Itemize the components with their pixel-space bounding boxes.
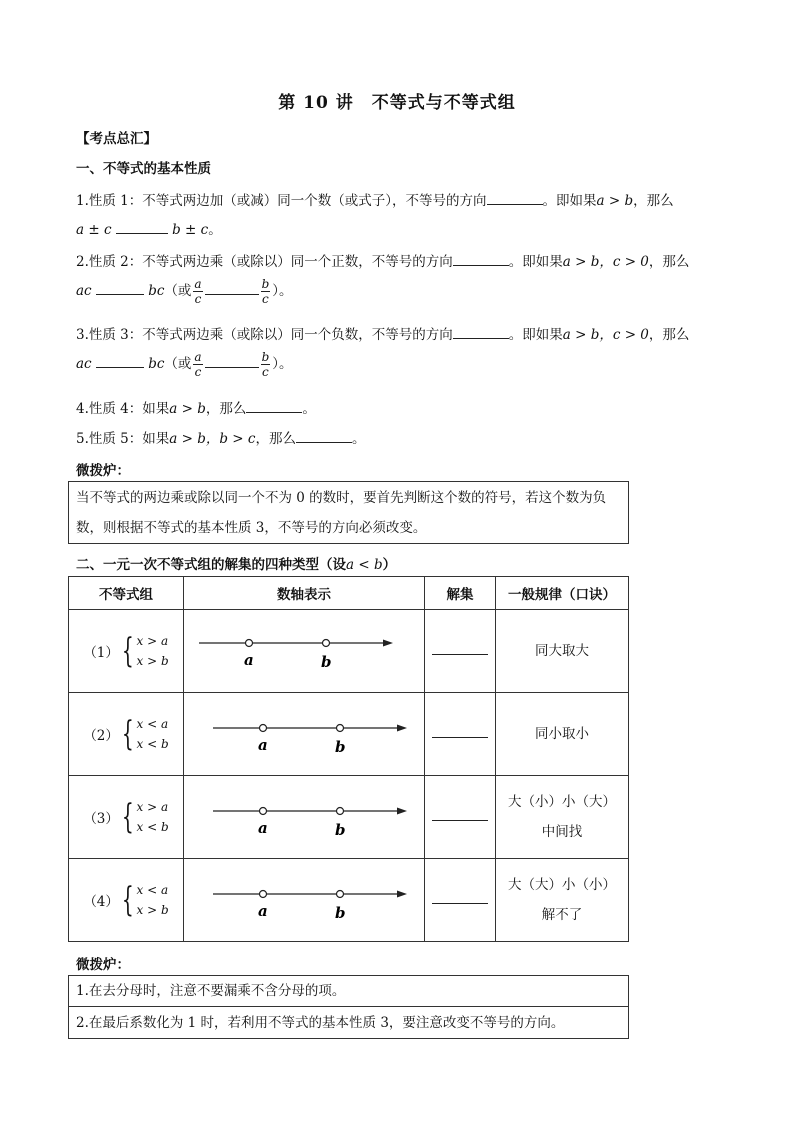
- solution-cell: [425, 776, 496, 859]
- inequality-line: x > b: [136, 654, 169, 668]
- number-line-cell: [184, 693, 425, 776]
- answer-blank[interactable]: [205, 282, 259, 295]
- math-expression: ac: [76, 356, 92, 372]
- property-text: 2.性质 2：不等式两边乘（或除以）同一个正数，不等号的方向: [76, 254, 453, 270]
- point-a: [260, 808, 267, 815]
- solution-types-table: [68, 576, 629, 942]
- note-item: 1.在去分母时，注意不要漏乘不含分母的项。: [76, 983, 346, 999]
- label-b: b: [321, 653, 332, 671]
- answer-blank[interactable]: [432, 654, 488, 655]
- rule-text: 大（小）小（大）: [508, 794, 616, 810]
- arrow-icon: [397, 725, 407, 732]
- inequality-line: x > b: [136, 903, 169, 917]
- section-header: 【考点总汇】: [76, 131, 157, 147]
- label-b: b: [335, 821, 346, 839]
- note-item: 2.在最后系数化为 1 时，若利用不等式的基本性质 3，要注意改变不等号的方向。: [76, 1015, 565, 1031]
- rule-cell: [496, 859, 629, 942]
- answer-blank[interactable]: [453, 326, 509, 339]
- inequality-line: x < a: [136, 883, 169, 897]
- table-row: [69, 859, 629, 942]
- answer-blank[interactable]: [487, 192, 543, 205]
- label-b: b: [335, 904, 346, 922]
- number-line-diagram: [189, 868, 419, 928]
- property-text: ，那么: [633, 193, 674, 209]
- arrow-icon: [397, 808, 407, 815]
- inequality-system-cell: [69, 859, 184, 942]
- answer-blank[interactable]: [432, 737, 488, 738]
- property-text: ）。: [272, 356, 293, 372]
- answer-blank[interactable]: [96, 282, 144, 295]
- property-text: 4.性质 4：如果: [76, 401, 170, 417]
- property-text: 1.性质 1：不等式两边加（或减）同一个数（或式子），不等号的方向: [76, 193, 487, 209]
- property-text: 。即如果: [508, 327, 563, 343]
- property-text: 。即如果: [542, 193, 597, 209]
- point-a: [260, 891, 267, 898]
- property-4: [76, 397, 316, 417]
- table-header: 数轴表示: [184, 577, 425, 610]
- property-3-line-1: [76, 323, 689, 343]
- label-a: a: [258, 902, 268, 920]
- math-condition: a > b，c > 0: [562, 254, 649, 270]
- number-line-diagram: [189, 785, 419, 845]
- fraction: $\frac{b}{c}$: [261, 277, 270, 306]
- arrow-icon: [397, 891, 407, 898]
- brace-icon: {: [121, 631, 134, 671]
- math-expression: ac: [76, 283, 92, 299]
- inequality-system-cell: [69, 693, 184, 776]
- inequality-line: x > a: [136, 800, 169, 814]
- part2-heading: [76, 553, 396, 573]
- math-condition: a < b: [346, 557, 383, 573]
- point-b: [323, 640, 330, 647]
- page-title: 第 10 讲 不等式与不等式组: [278, 93, 516, 113]
- number-line-cell: [184, 776, 425, 859]
- property-text: 。: [302, 401, 316, 417]
- answer-blank[interactable]: [96, 355, 144, 368]
- property-text: ，那么: [648, 327, 690, 343]
- answer-blank[interactable]: [296, 430, 352, 443]
- property-1-line-1: [76, 189, 674, 209]
- math-expression: bc: [148, 283, 165, 299]
- rule-cell: [496, 776, 629, 859]
- heading-text: ）: [382, 557, 397, 573]
- point-a: [260, 725, 267, 732]
- math-expression: bc: [148, 356, 165, 372]
- note-label-2: 微拨炉：: [76, 957, 130, 973]
- property-text: 5.性质 5：如果: [76, 431, 170, 447]
- property-1-line-2: [76, 218, 222, 238]
- math-condition: a > b: [596, 193, 634, 209]
- math-expression: b ± c: [172, 222, 209, 238]
- math-condition: a > b，c > 0: [562, 327, 649, 343]
- inequality-system-cell: [69, 610, 184, 693]
- property-text: 。: [351, 431, 366, 447]
- property-text: ，那么: [205, 401, 247, 417]
- rule-text: 解不了: [541, 907, 583, 923]
- property-text: ，那么: [648, 254, 690, 270]
- table-header: 解集: [425, 577, 496, 610]
- answer-blank[interactable]: [432, 820, 488, 821]
- property-text: 3.性质 3：不等式两边乘（或除以）同一个负数，不等号的方向: [76, 327, 453, 343]
- rule-text: 大（大）小（小）: [508, 877, 616, 893]
- rule-text: 同小取小: [535, 726, 589, 742]
- table-header-row: [69, 577, 629, 610]
- rule-text: 中间找: [541, 824, 583, 840]
- part1-heading: 一、不等式的基本性质: [76, 161, 211, 177]
- table-row: [69, 610, 629, 693]
- number-line-diagram: [189, 702, 419, 762]
- brace-icon: {: [121, 880, 134, 920]
- answer-blank[interactable]: [453, 253, 509, 266]
- property-2-line-2: [76, 277, 293, 306]
- note-text-line: 数，则根据不等式的基本性质 3，不等号的方向必须改变。: [76, 520, 427, 536]
- property-text: （或: [164, 356, 192, 372]
- label-a: a: [244, 651, 254, 669]
- number-line-cell: [184, 859, 425, 942]
- inequality-line: x < a: [136, 717, 169, 731]
- fraction: $\frac{a}{c}$: [194, 277, 202, 306]
- answer-blank[interactable]: [246, 400, 302, 413]
- property-5: [76, 427, 365, 447]
- rule-cell: [496, 610, 629, 693]
- label-a: a: [258, 736, 268, 754]
- table-row: [69, 776, 629, 859]
- number-line-diagram: [189, 619, 419, 679]
- brace-icon: {: [121, 714, 134, 754]
- fraction: $\frac{b}{c}$: [261, 350, 270, 379]
- property-text: 。: [208, 222, 222, 238]
- solution-cell: [425, 693, 496, 776]
- math-expression: a ± c: [76, 222, 112, 238]
- row-number: （4）: [83, 894, 119, 910]
- answer-blank[interactable]: [116, 221, 168, 234]
- property-text: （或: [164, 283, 192, 299]
- property-3-line-2: [76, 350, 293, 379]
- arrow-icon: [383, 640, 393, 647]
- number-line-cell: [184, 610, 425, 693]
- math-condition: a > b: [169, 401, 206, 417]
- label-b: b: [335, 738, 346, 756]
- row-number: （3）: [83, 811, 119, 827]
- label-a: a: [258, 819, 268, 837]
- property-text: ）。: [272, 283, 293, 299]
- point-b: [337, 808, 344, 815]
- inequality-line: x < b: [136, 737, 169, 751]
- property-2-line-1: [76, 250, 689, 270]
- note-text-line: 当不等式的两边乘或除以同一个不为 0 的数时，要首先判断这个数的符号，若这个数为负: [76, 490, 607, 506]
- solution-cell: [425, 859, 496, 942]
- point-a: [246, 640, 253, 647]
- rule-text: 同大取大: [535, 643, 589, 659]
- inequality-system-cell: [69, 776, 184, 859]
- point-b: [337, 891, 344, 898]
- table-header: 不等式组: [69, 577, 184, 610]
- fraction: $\frac{a}{c}$: [194, 350, 202, 379]
- row-number: （1）: [83, 645, 119, 661]
- property-text: 。即如果: [508, 254, 563, 270]
- table-header: 一般规律（口诀）: [496, 577, 629, 610]
- property-text: ，那么: [255, 431, 296, 447]
- answer-blank[interactable]: [432, 903, 488, 904]
- solution-cell: [425, 610, 496, 693]
- inequality-line: x > a: [136, 634, 169, 648]
- brace-icon: {: [121, 797, 134, 837]
- row-number: （2）: [83, 728, 119, 744]
- point-b: [337, 725, 344, 732]
- heading-text: 二、一元一次不等式组的解集的四种类型（设: [76, 557, 346, 573]
- answer-blank[interactable]: [205, 355, 259, 368]
- math-condition: a > b，b > c: [169, 431, 256, 447]
- rule-cell: [496, 693, 629, 776]
- inequality-line: x < b: [136, 820, 169, 834]
- table-row: [69, 693, 629, 776]
- note-label-1: 微拨炉：: [76, 463, 130, 479]
